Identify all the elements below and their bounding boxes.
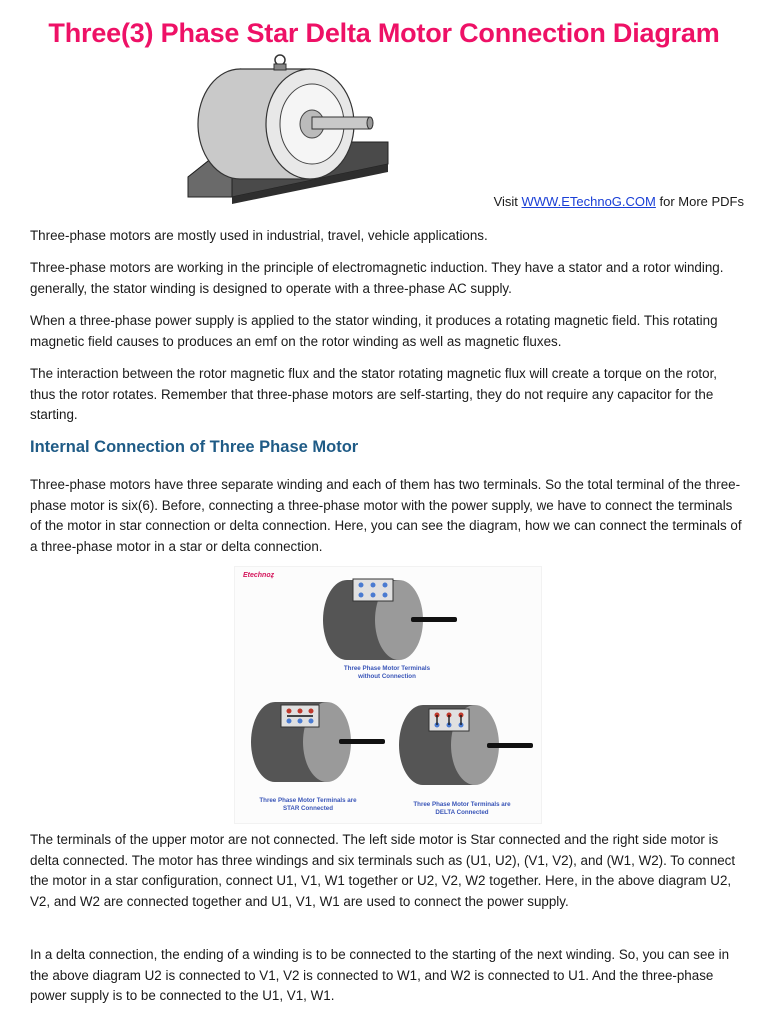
motor-illustration: [180, 52, 400, 217]
paragraph-2: Three-phase motors are working in the principle of electromagnetic induction. They have a stator and a rotor winding. generally, the stator winding is designed to operate with a three-phase AC supply.: [30, 260, 724, 296]
label-star: Three Phase Motor Terminals are STAR Connected: [259, 797, 357, 812]
visit-suffix: for More PDFs: [655, 194, 744, 209]
paragraph-5: Three-phase motors have three separate winding and each of them has two terminals. So the total terminal of the three-phase motor is six(6). Before, connecting a three-phase motor with the power supply, we have to connect the terminals of the motor in star connection or delta connection. Here, you can see the diagram, how we can connect the terminals of a three-phase motor in a star or delta connection.: [30, 477, 742, 554]
etechnog-link[interactable]: WWW.ETechnoG.COM: [521, 194, 656, 209]
motor-delta: [399, 705, 533, 785]
visit-line: [494, 194, 744, 209]
label-delta: Three Phase Motor Terminals are DELTA Connected: [413, 801, 511, 816]
motor-star: [251, 702, 385, 782]
terminal-diagram: [234, 566, 542, 824]
visit-prefix: Visit: [493, 194, 522, 209]
paragraph-7: In a delta connection, the ending of a winding is to be connected to the starting of the next winding. So, you can see in the above diagram U2 is connected to V1, V2 is connected to W1, and W2 is connected to U1. And the three-phase power supply is to be connected to the U1, V1, W1.: [30, 947, 730, 1003]
paragraph-6: The terminals of the upper motor are not connected. The left side motor is Star connected and the right side motor is delta connected. The motor has three windings and six terminals such as (U1, U2), (V1, V2), and (W1, W2). To connect the motor in a star configuration, connect U1, V1, W1 together or U2, V2, W2 together. Here, in the above diagram U2, V2, and W2 are connected together and U1, V1, W1 are used to connect the power supply.: [30, 832, 736, 909]
paragraph-1: Three-phase motors are mostly used in industrial, travel, vehicle applications.: [30, 228, 488, 243]
paragraph-3: When a three-phase power supply is applied to the stator winding, it produces a rotating magnetic field. This rotating magnetic field causes to produces an emf on the rotor winding as well as magnetic fluxes.: [30, 313, 718, 349]
paragraph-4: The interaction between the rotor magnetic flux and the stator rotating magnetic flux will create a torque on the rotor, thus the rotor rotates. Remember that three-phase motors are self-starting, they do not require any capacitor for the starting.: [30, 366, 718, 422]
page-title: Three(3) Phase Star Delta Motor Connection Diagram: [48, 18, 720, 48]
diagram-brand: Etechnoẕ: [243, 572, 275, 579]
section-heading: Internal Connection of Three Phase Motor: [30, 438, 359, 456]
motor-top: [323, 579, 457, 660]
label-no-connection: Three Phase Motor Terminals without Connection: [343, 665, 431, 680]
